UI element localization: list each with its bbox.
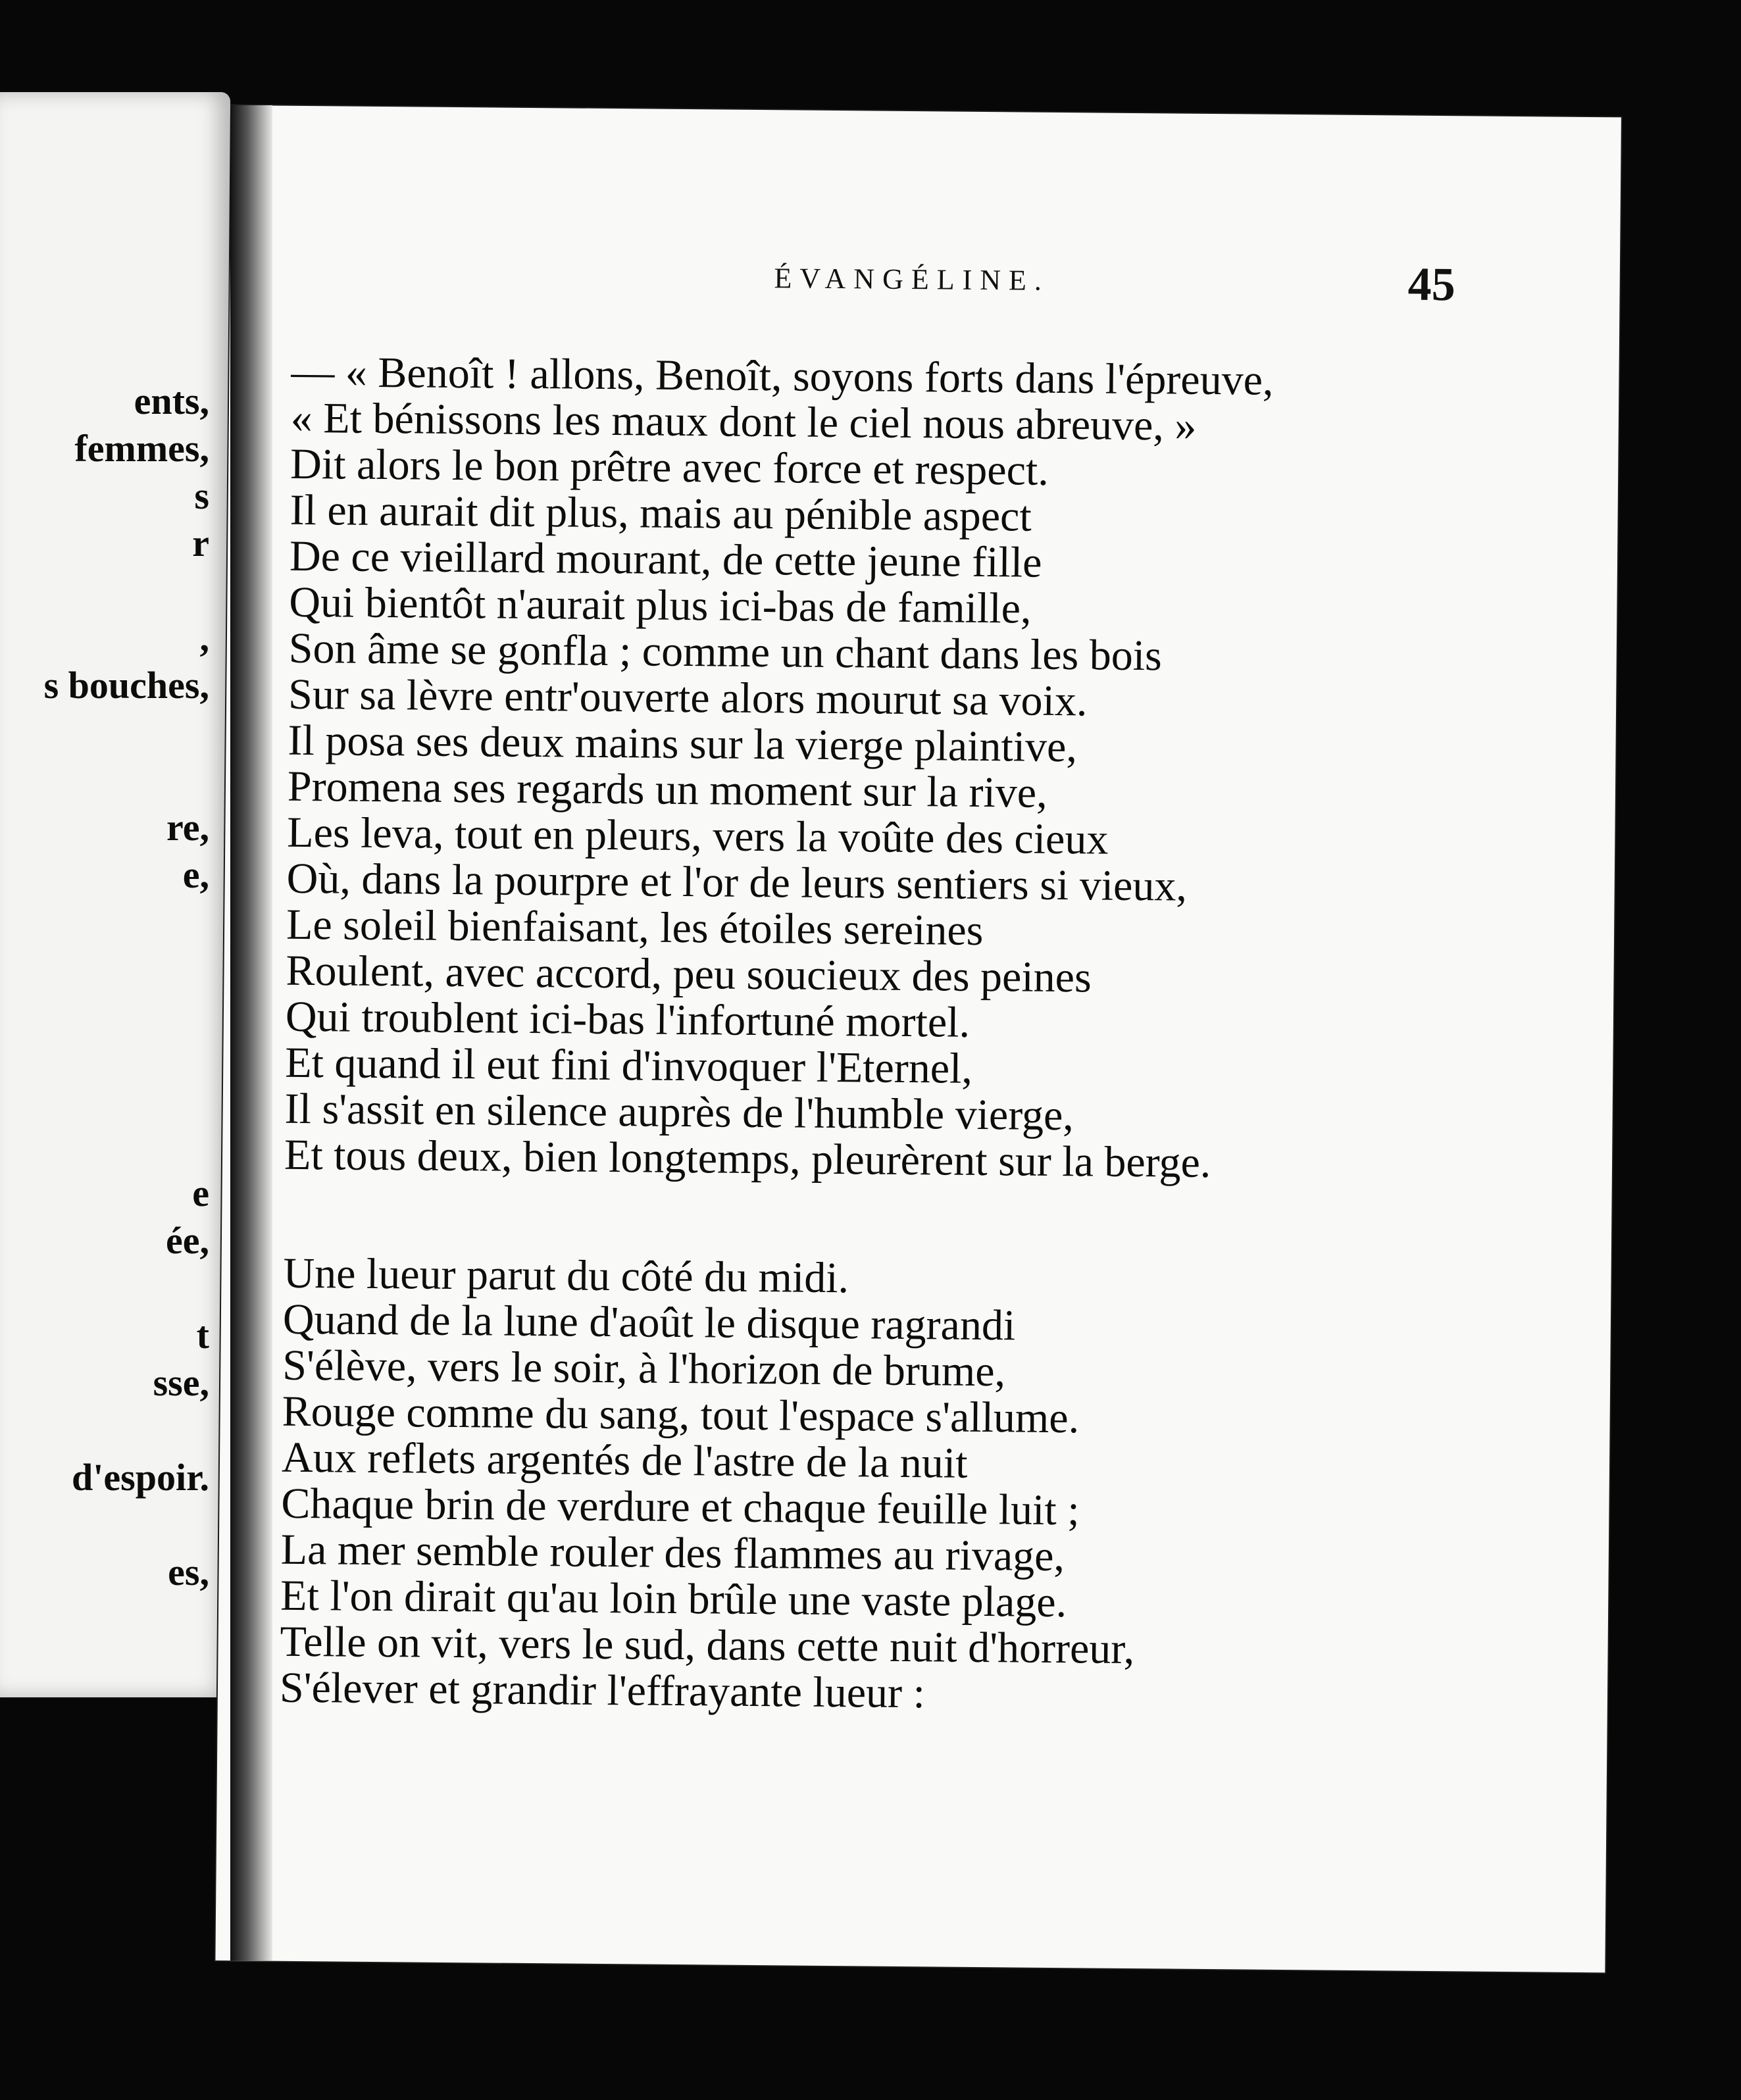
verse-line: S'élever et grandir l'effrayante lueur : [279,1663,926,1718]
verse-line: Où, dans la pourpre et l'or de leurs sentiers si vieux, [286,854,1188,911]
verse-line: Dit alors le bon prêtre avec force et respect. [290,439,1049,495]
verse-line: « Et bénissons les maux dont le ciel nous abreuve, » [290,393,1197,450]
verse-line: Une lueur parut du côté du midi. [283,1249,849,1303]
verse-line: Le soleil bienfaisant, les étoiles sereines [286,900,984,955]
left-page-fragment: femmes, [74,427,209,470]
verse-line: De ce vieillard mourant, de cette jeune fille [289,532,1042,587]
verse-line: Et tous deux, bien longtemps, pleurèrent sur la berge. [284,1130,1211,1188]
verse-line: La mer semble rouler des flammes au rivage, [280,1525,1065,1581]
left-page-fragment: re, [166,806,209,849]
verse-line: — « Benoît ! allons, Benoît, soyons forts dans l'épreuve, [291,347,1274,405]
page-number: 45 [1407,257,1456,311]
left-page-fragment: e [192,1172,209,1214]
left-page-fragment: d'espoir. [72,1456,209,1499]
verse-line: Son âme se gonfla ; comme un chant dans les bois [288,624,1163,680]
verse-line: Il en aurait dit plus, mais au pénible aspect [290,486,1032,541]
verse-line: Quand de la lune d'août le disque ragrandi [282,1295,1016,1350]
verse-line: Roulent, avec accord, peu soucieux des peines [286,946,1092,1002]
stanza [280,1251,1534,1722]
left-page-fragment: , [199,616,209,659]
left-page-fragment: s bouches, [43,664,209,707]
left-page-fragment: sse, [153,1361,209,1404]
verse-line: Chaque brin de verdure et chaque feuille luit ; [281,1479,1080,1535]
verse-line: Il posa ses deux mains sur la vierge plaintive, [288,716,1078,772]
verse-line: Promena ses regards un moment sur la rive, [287,762,1047,817]
verse-line: S'élève, vers le soir, à l'horizon de brume, [282,1341,1006,1396]
verse-line: Aux reflets argentés de l'astre de la nuit [281,1433,968,1488]
verse-line: Qui bientôt n'aurait plus ici-bas de famille, [289,578,1032,633]
left-page-fragment: ée, [166,1219,209,1262]
right-page [215,105,1621,1972]
stanza [284,349,1542,1189]
verse-line: Et quand il eut fini d'invoquer l'Eternel, [284,1038,973,1093]
left-page-fragment: ents, [134,380,209,422]
verse-line: Et l'on dirait qu'au loin brûle une vaste plage. [280,1571,1067,1627]
left-facing-page [0,92,230,1697]
running-head: ÉVANGÉLINE. [774,262,1050,297]
verse-line: Les leva, tout en pleurs, vers la voûte des cieux [287,808,1109,864]
left-page-fragment: t [196,1314,209,1357]
left-page-fragment: es, [168,1551,209,1593]
verse-line: Sur sa lèvre entr'ouverte alors mourut sa voix. [288,670,1088,726]
left-page-fragment: s [194,474,209,517]
book-spine-shadow [230,105,272,1961]
left-page-fragment: r [192,522,209,564]
verse-line: Rouge comme du sang, tout l'espace s'allume. [282,1387,1080,1443]
verse-line: Il s'assit en silence auprès de l'humble vierge, [284,1084,1074,1140]
left-page-fragment: e, [182,853,209,896]
verse-line: Telle on vit, vers le sud, dans cette nuit d'horreur, [280,1617,1135,1674]
verse-line: Qui troublent ici-bas l'infortuné mortel. [285,992,971,1047]
